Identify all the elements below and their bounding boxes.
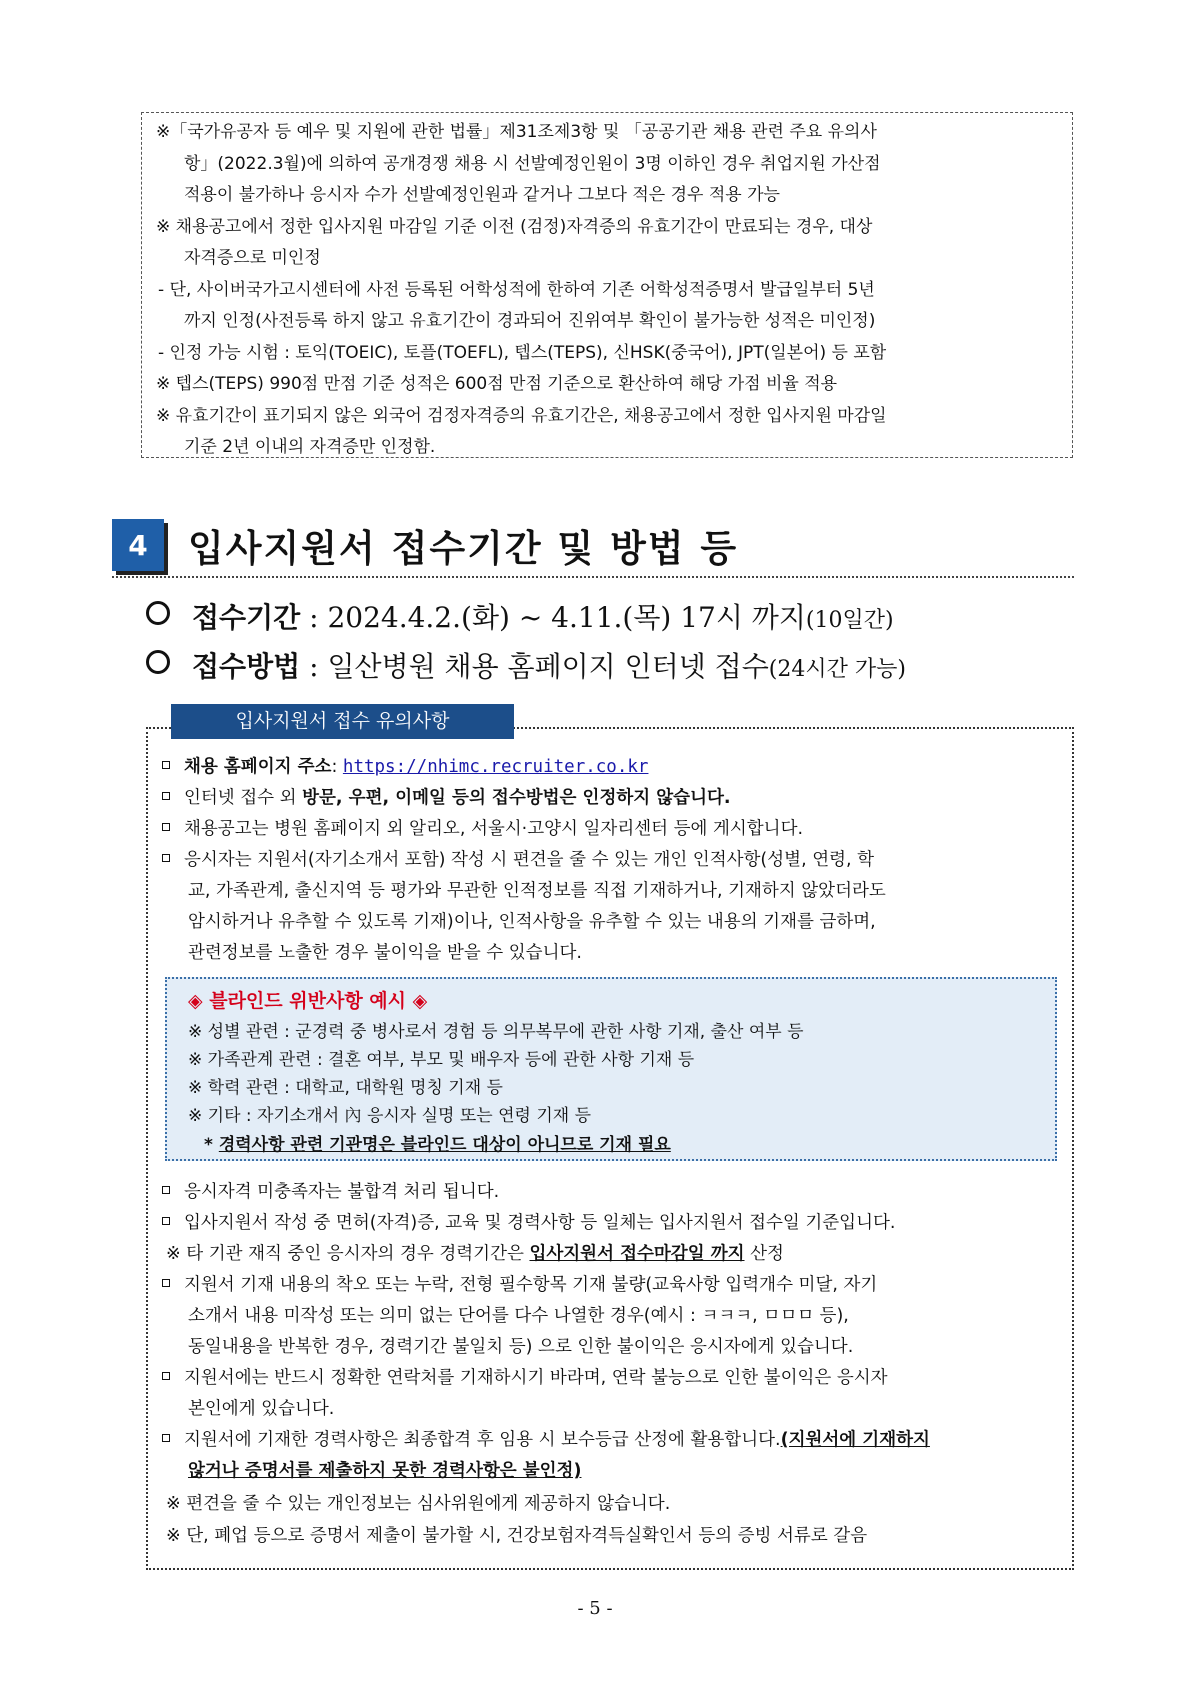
notice-text: 소개서 내용 미작성 또는 의미 없는 단어를 다수 나열한 경우(예시 : ㅋㅋㅋ, ㅁㅁㅁ 등), [188,1306,849,1326]
square-bullet-icon [162,792,170,800]
notice-text: ※ 타 기관 재직 중인 응시자의 경우 경력기간은 [166,1244,530,1264]
method-value: 일산병원 채용 홈페이지 인터넷 접수 [327,650,769,683]
square-bullet-icon [162,761,170,769]
note-line: 적용이 불가하나 응시자 수가 선발예정인원과 같거나 그보다 적은 경우 적용 가능 [184,185,780,205]
notice-item [162,753,648,778]
square-bullet-icon [162,1217,170,1225]
notice-text-bold: 방문, 우편, 이메일 등의 접수방법은 인정하지 않습니다. [302,788,731,808]
blind-examples-title: ◈ 블라인드 위반사항 예시 ◈ [188,990,428,1012]
notice-text: 본인에게 있습니다. [188,1399,335,1419]
notice-text: 관련정보를 노출한 경우 불이익을 받을 수 있습니다. [188,943,582,963]
square-bullet-icon [162,1186,170,1194]
period-value: 2024.4.2.(화) ~ 4.11.(목) 17시 까지 [327,601,806,634]
method-line [146,645,906,685]
notice-text: 응시자는 지원서(자기소개서 포함) 작성 시 편견을 줄 수 있는 개인 인적사항(성별, 연령, 학 [184,850,875,870]
period-line [146,596,894,636]
section-title: 입사지원서 접수기간 및 방법 등 [188,527,739,570]
note-line: ※ 유효기간이 표기되지 않은 외국어 검정자격증의 유효기간은, 채용공고에서 정한 입사지원 마감일 [156,405,887,426]
note-line: 기준 2년 이내의 자격증만 인정함. [184,437,436,457]
period-separator: : [300,601,328,634]
notice-item [162,1209,895,1234]
square-bullet-icon [162,823,170,831]
method-note: (24시간 가능) [768,657,906,682]
notice-text: 암시하거나 유추할 수 있도록 기재)이나, 인적사항을 유추할 수 있는 내용의 기재를 금하며, [188,912,876,932]
notice-item [162,846,874,871]
blind-note [204,1130,671,1155]
notice-text: 지원서에 기재한 경력사항은 최종합격 후 임용 시 보수등급 산정에 활용합니다. [184,1430,781,1450]
notice-item [162,1364,888,1389]
notice-sub-note [166,1240,784,1265]
notice-text: 입사지원서 작성 중 면허(자격)증, 교육 및 경력사항 등 일체는 입사지원서 접수일 기준입니다. [184,1213,896,1233]
notice-sub-note: ※ 단, 폐업 등으로 증명서 제출이 불가할 시, 건강보험자격득실확인서 등의 증빙 서류로 갈음 [166,1526,868,1546]
notice-text-bold: (지원서에 기재하지 [780,1430,930,1450]
notice-item [162,1178,499,1203]
notice-item [162,815,803,840]
square-bullet-icon [162,1279,170,1287]
notice-box-title: 입사지원서 접수 유의사항 [171,704,514,739]
blind-example: ※ 기타 : 자기소개서 內 응시자 실명 또는 연령 기재 등 [188,1106,592,1126]
notice-text: 지원서 기재 내용의 착오 또는 누락, 전형 필수항목 기재 불량(교육사항 입력개수 미달, 자기 [184,1275,878,1295]
note-line: ※「국가유공자 등 예우 및 지원에 관한 법률」제31조제3항 및 「공공기관 채용 관련 주요 유의사 [156,122,877,142]
notice-text: 응시자격 미충족자는 불합격 처리 됩니다. [184,1182,500,1202]
method-separator: : [300,650,328,683]
note-line: - 단, 사이버국가고시센터에 사전 등록된 어학성적에 한하여 기존 어학성적증명서 발급일부터 5년 [158,279,875,300]
notice-text: 인터넷 접수 외 [184,788,303,808]
eligibility-notes-box [141,112,1073,458]
notice-text-bold: 입사지원서 접수마감일 까지 [529,1244,745,1264]
section-heading [112,516,1074,576]
page-number: - 5 - [577,1598,613,1619]
circle-bullet-icon [146,650,170,674]
homepage-label: 채용 홈페이지 주소 [184,757,332,777]
notice-text: 교, 가족관계, 출신지역 등 평가와 무관한 인적정보를 직접 기재하거나, 기재하지 않았더라도 [188,881,886,901]
period-note: (10일간) [805,608,894,633]
section-divider [112,576,1074,578]
note-line: ※ 텝스(TEPS) 990점 만점 기준 성적은 600점 만점 기준으로 환산하여 해당 가점 비율 적용 [156,374,838,394]
note-line: 까지 인정(사전등록 하지 않고 유효기간이 경과되어 진위여부 확인이 불가능한 성적은 미인정) [184,311,876,331]
period-label: 접수기간 [192,601,301,634]
blind-example: ※ 성별 관련 : 군경력 중 병사로서 경험 등 의무복무에 관한 사항 기재, 출산 여부 등 [188,1022,804,1042]
blind-example: ※ 가족관계 관련 : 결혼 여부, 부모 및 배우자 등에 관한 사항 기재 등 [188,1050,695,1070]
notice-text: 지원서에는 반드시 정확한 연락처를 기재하시기 바라며, 연락 불능으로 인한 불이익은 응시자 [184,1368,888,1388]
section-number: 4 [112,519,164,571]
homepage-colon: : [331,757,343,777]
note-line: 항」(2022.3월)에 의하여 공개경쟁 채용 시 선발예정인원이 3명 이하인 경우 취업지원 가산점 [184,153,881,174]
notice-text: 동일내용을 반복한 경우, 경력기간 불일치 등) 으로 인한 불이익은 응시자에게 있습니다. [188,1337,854,1357]
square-bullet-icon [162,1434,170,1442]
method-label: 접수방법 [192,650,301,683]
note-line: ※ 채용공고에서 정한 입사지원 마감일 기준 이전 (검정)자격증의 유효기간이 만료되는 경우, 대상 [156,216,873,237]
notice-sub-note: ※ 편견을 줄 수 있는 개인정보는 심사위원에게 제공하지 않습니다. [166,1494,671,1514]
note-line: 자격증으로 미인정 [184,248,321,268]
asterisk: * [204,1135,219,1155]
square-bullet-icon [162,1372,170,1380]
notice-text-bold: 않거나 증명서를 제출하지 못한 경력사항은 불인정) [188,1461,582,1481]
square-bullet-icon [162,854,170,862]
circle-bullet-icon [146,601,170,625]
blind-example: ※ 학력 관련 : 대학교, 대학원 명칭 기재 등 [188,1078,503,1098]
homepage-link[interactable]: https://nhimc.recruiter.co.kr [342,757,649,777]
note-line: - 인정 가능 시험 : 토익(TOEIC), 토플(TOEFL), 텝스(TEPS), 신HSK(중국어), JPT(일본어) 등 포함 [158,342,887,363]
blind-note-text: 경력사항 관련 기관명은 블라인드 대상이 아니므로 기재 필요 [218,1135,671,1155]
notice-item [162,1426,930,1451]
notice-text: 산정 [744,1244,784,1264]
notice-item [162,1271,877,1296]
notice-text: 채용공고는 병원 홈페이지 외 알리오, 서울시·고양시 일자리센터 등에 게시합니다. [184,819,804,839]
notice-item [162,784,731,809]
